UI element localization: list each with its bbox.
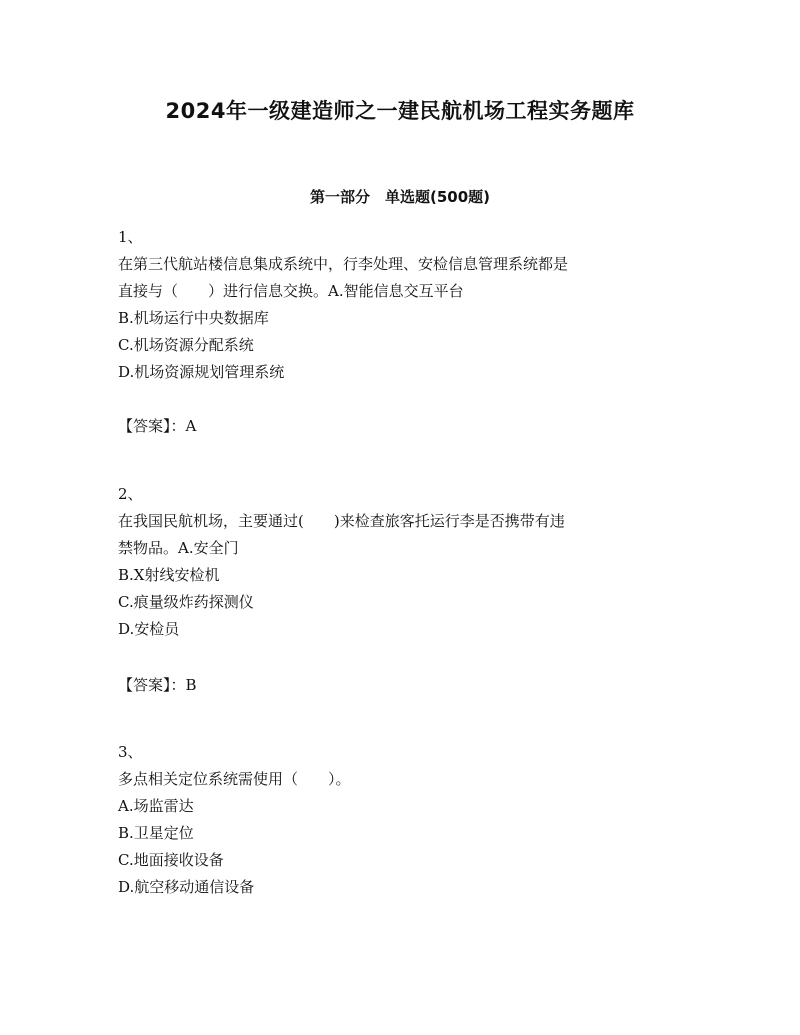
- option-b: B.卫星定位: [118, 824, 194, 842]
- document-title: 2024年一级建造师之一建民航机场工程实务题库: [165, 99, 635, 123]
- option-b: B.机场运行中央数据库: [118, 309, 269, 327]
- question-stem: 直接与（ ）进行信息交换。A.智能信息交互平台: [118, 282, 464, 300]
- question-stem: 在第三代航站楼信息集成系统中，行李处理、安检信息管理系统都是: [118, 255, 569, 273]
- question-number: 2、: [118, 485, 143, 503]
- question-3: [118, 739, 678, 901]
- answer-2: 【答案】：B: [118, 676, 197, 694]
- question-number: 3、: [118, 743, 143, 761]
- option-c: C.机场资源分配系统: [118, 336, 254, 354]
- answer-1: 【答案】：A: [118, 417, 197, 435]
- option-a: A.场监雷达: [118, 797, 194, 815]
- option-d: D.安检员: [118, 620, 180, 638]
- option-d: D.机场资源规划管理系统: [118, 363, 285, 381]
- question-number: 1、: [118, 228, 143, 246]
- question-stem: 禁物品。A.安全门: [118, 539, 239, 557]
- question-2: [118, 481, 678, 643]
- section-title: 第一部分 单选题(500题): [309, 188, 491, 206]
- question-stem: 在我国民航机场，主要通过( )来检查旅客托运行李是否携带有违: [118, 512, 565, 530]
- question-1: [118, 224, 678, 386]
- option-d: D.航空移动通信设备: [118, 878, 255, 896]
- option-b: B.X射线安检机: [118, 566, 220, 584]
- option-c: C.痕量级炸药探测仪: [118, 593, 254, 611]
- option-c: C.地面接收设备: [118, 851, 224, 869]
- question-stem: 多点相关定位系统需使用（ ）。: [118, 770, 351, 788]
